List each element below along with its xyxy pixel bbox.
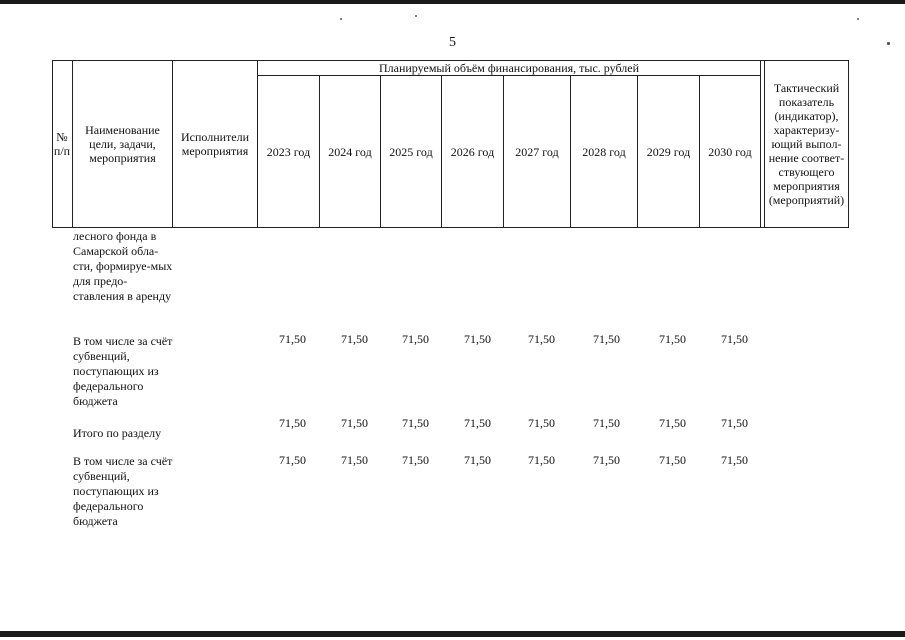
row-value: 71,50 (341, 453, 368, 467)
row-name: лесного фонда в Самарской обла-сти, формируе-мых для предо-ставления в аренду (73, 229, 173, 303)
scan-speck (340, 18, 342, 20)
row-value: 71,50 (659, 416, 686, 430)
row-value: 71,50 (402, 453, 429, 467)
scan-speck (415, 15, 417, 17)
row-value: 71,50 (593, 416, 620, 430)
table-header (52, 60, 849, 228)
header-year: 2029 год (646, 144, 691, 159)
header-year: 2028 год (582, 144, 626, 159)
row-value: 71,50 (528, 453, 555, 467)
header-funding-group: Планируемый объём финансирования, тыс. рублей (378, 60, 639, 75)
header-indicator: Тактический показатель (индикатор), характеризу-ющий выпол-нение соответ-ствующего мероприятия (мероприятий) (768, 81, 845, 207)
scan-speck (857, 18, 859, 20)
row-value: 71,50 (464, 332, 491, 346)
header-year: 2030 год (708, 144, 752, 159)
row-value: 71,50 (593, 332, 620, 346)
row-value: 71,50 (659, 453, 686, 467)
row-name: В том числе за счёт субвенций, поступающих из федерального бюджета (73, 334, 173, 408)
row-value: 71,50 (593, 453, 620, 467)
row-value: 71,50 (528, 416, 555, 430)
row-value: 71,50 (279, 332, 306, 346)
row-value: 71,50 (279, 453, 306, 467)
row-value: 71,50 (528, 332, 555, 346)
header-year: 2023 год (266, 144, 311, 159)
row-value: 71,50 (402, 416, 429, 430)
header-year: 2025 год (389, 144, 433, 159)
page-number: 5 (449, 35, 456, 50)
bottom-border (0, 631, 905, 637)
row-value: 71,50 (721, 332, 748, 346)
row-value: 71,50 (464, 416, 491, 430)
top-border (0, 0, 905, 4)
row-value: 71,50 (341, 332, 368, 346)
row-name: Итого по разделу (73, 426, 162, 440)
row-value: 71,50 (721, 416, 748, 430)
header-year: 2024 год (328, 144, 372, 159)
header-year: 2027 год (515, 144, 559, 159)
row-value: 71,50 (402, 332, 429, 346)
row-value: 71,50 (721, 453, 748, 467)
header-name: Наименование цели, задачи, мероприятия (85, 123, 160, 165)
row-value: 71,50 (341, 416, 368, 430)
row-value: 71,50 (279, 416, 306, 430)
header-executors: Исполнители мероприятия (180, 130, 250, 158)
row-value: 71,50 (659, 332, 686, 346)
header-year: 2026 год (450, 144, 495, 159)
header-number: № п/п (53, 130, 71, 158)
row-name: В том числе за счёт субвенций, поступающих из федерального бюджета (73, 454, 173, 528)
row-value: 71,50 (464, 453, 491, 467)
